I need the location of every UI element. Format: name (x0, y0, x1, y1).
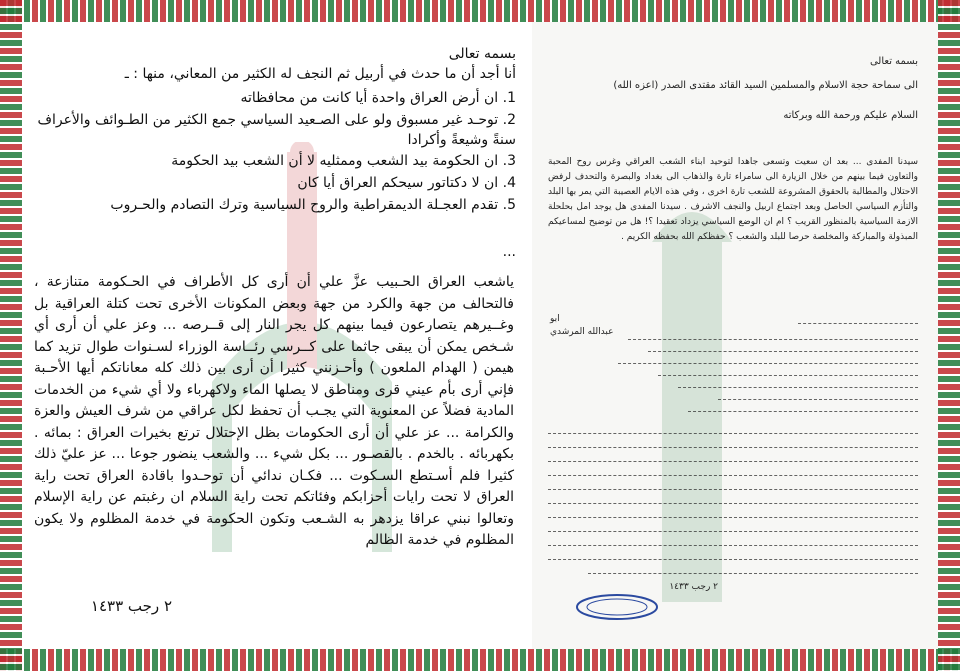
right-border-pattern (938, 0, 960, 671)
letter-basmala: بسمه تعالى (869, 56, 918, 67)
handwritten-letter-page (532, 22, 938, 649)
point-4: 4. ان لا دكتاتور سيحكم العراق أيا كان (297, 175, 516, 191)
minaret-watermark (592, 182, 792, 602)
letter-address: الى سماحة حجة الاسلام والمسلمين السيد القائد مقتدى الصدر (اعزه الله) (613, 80, 918, 91)
handwritten-date: ٢ رجب ١٤٣٣ (669, 582, 718, 592)
point-1: 1. ان أرض العراق واحدة أيا كانت من محافظاته (240, 90, 516, 106)
sender-name: عبدالله المرشدي (550, 327, 614, 337)
main-paragraph: ياشعب العراق الحـبيب عزَّ علي أن أرى كل الأطراف في الحـكومة متنازعة ، فالتحالف من جهة والكرد من جهة وبعض المكونات الأخرى تحت كتلة العراقية بل وغــيرهم يتصارعون فيما بينهم كل يجر النار إلى قــرصه ... وعز علي أن أرى أي شـخص يمكن أن يبقى جاثما على كــرسي رئــاسة الوزراء لسـنوات طوال تزيد كما هيمن ( الهدام الملعون ) وأحـزنني كثيرا أن أرى بين ذلك كله معاناتكم أيها الأحـبة فإني أرى بأم عيني قرى ومناطق لا يصلها الماء ولاكهرباء ولا أي شيء من الخدمات المادية فضلاً عن المعنوية التي يجـب أن تحفظ لكل عراقي من شرف العيش والعزة والكرامة ... عز علي أن أرى الحكومات بظل الإحتلال ترتع بخيرات العراق : بمائه . بكهربائه . بالخدم . بالقصـور ... بكل شيء ... والشعب ينضور جوعا ... عز عليّ ذلك كثيرا فلم أسـتطع السـكوت ... فكـان ندائي أن توحـدوا باقادة العراق تحت راية العراق لا تحت رايات أحزابكم وفئاتكم تحت راية السلام ان رغبتم عن راية الإسلام وتعالوا نبني عراقا يزدهر به الشـعب وتكون الحكومة في خدمة المظلوم ولا يكون المظلوم في خدمة الظالم (34, 274, 514, 548)
point-3: 3. ان الحكومة بيد الشعب وممثليه لا أن الشعب بيد الحكومة (171, 153, 516, 169)
letter-body: سيدنا المفدى ... بعد ان سعيت وتسعى جاهدا لتوحيد ابناء الشعب العراقي وغرس روح المحبة والتعاون فيما بينهم من خلال الزيارة الى سامراء تارة والذهاب الى بغداد والبصرة والتحدف لرفض الاحتلال والمطالبة بالحقوق المشروعة للشعب تارة اخرى ، وفي هذه الايام العصيبة التي يمر بها البلد والتأزم السياسي الحاصل وبعد اجتماع اربيل والنجف الاشرف . سيدنا المفدى هل يوجد امل بحلحلة الازمة السياسية بالمنظور القريب ؟ ام ان الوضع السياسي يزداد تعقيدا ؟! هل من توضيح لمساعيكم المبذولة والمباركة والمخلصة حرصا للبلد والشعب ؟ حفظكم الله بحفظه الكريم . (548, 157, 918, 242)
typed-reply-page (22, 22, 532, 649)
date: ٢ رجب ١٤٣٣ (90, 597, 172, 615)
letter-greeting: السلام عليكم ورحمة الله وبركاته (783, 110, 918, 121)
basmala: بسمه تعالى (448, 46, 516, 62)
bottom-border-pattern (0, 649, 960, 671)
left-border-pattern (0, 0, 22, 671)
seal-stamp (572, 592, 662, 622)
point-5: 5. تقدم العجـلة الديمقراطية والروح السياسية وترك التصادم والحـروب (110, 197, 516, 213)
top-border-pattern (0, 0, 960, 22)
point-2: 2. توحـد غير مسبوق ولو على الصـعيد السياسي جمع الكثير من الطـوائف والأعراف سنةً وشيعةً وأكرادا (37, 112, 516, 148)
ellipsis: ... (502, 244, 516, 260)
sender-label: ابو (550, 314, 560, 324)
intro-line: أنا أجد أن ما حدث في أربيل ثم النجف له الكثير من المعاني، منها : ـ (124, 66, 516, 82)
